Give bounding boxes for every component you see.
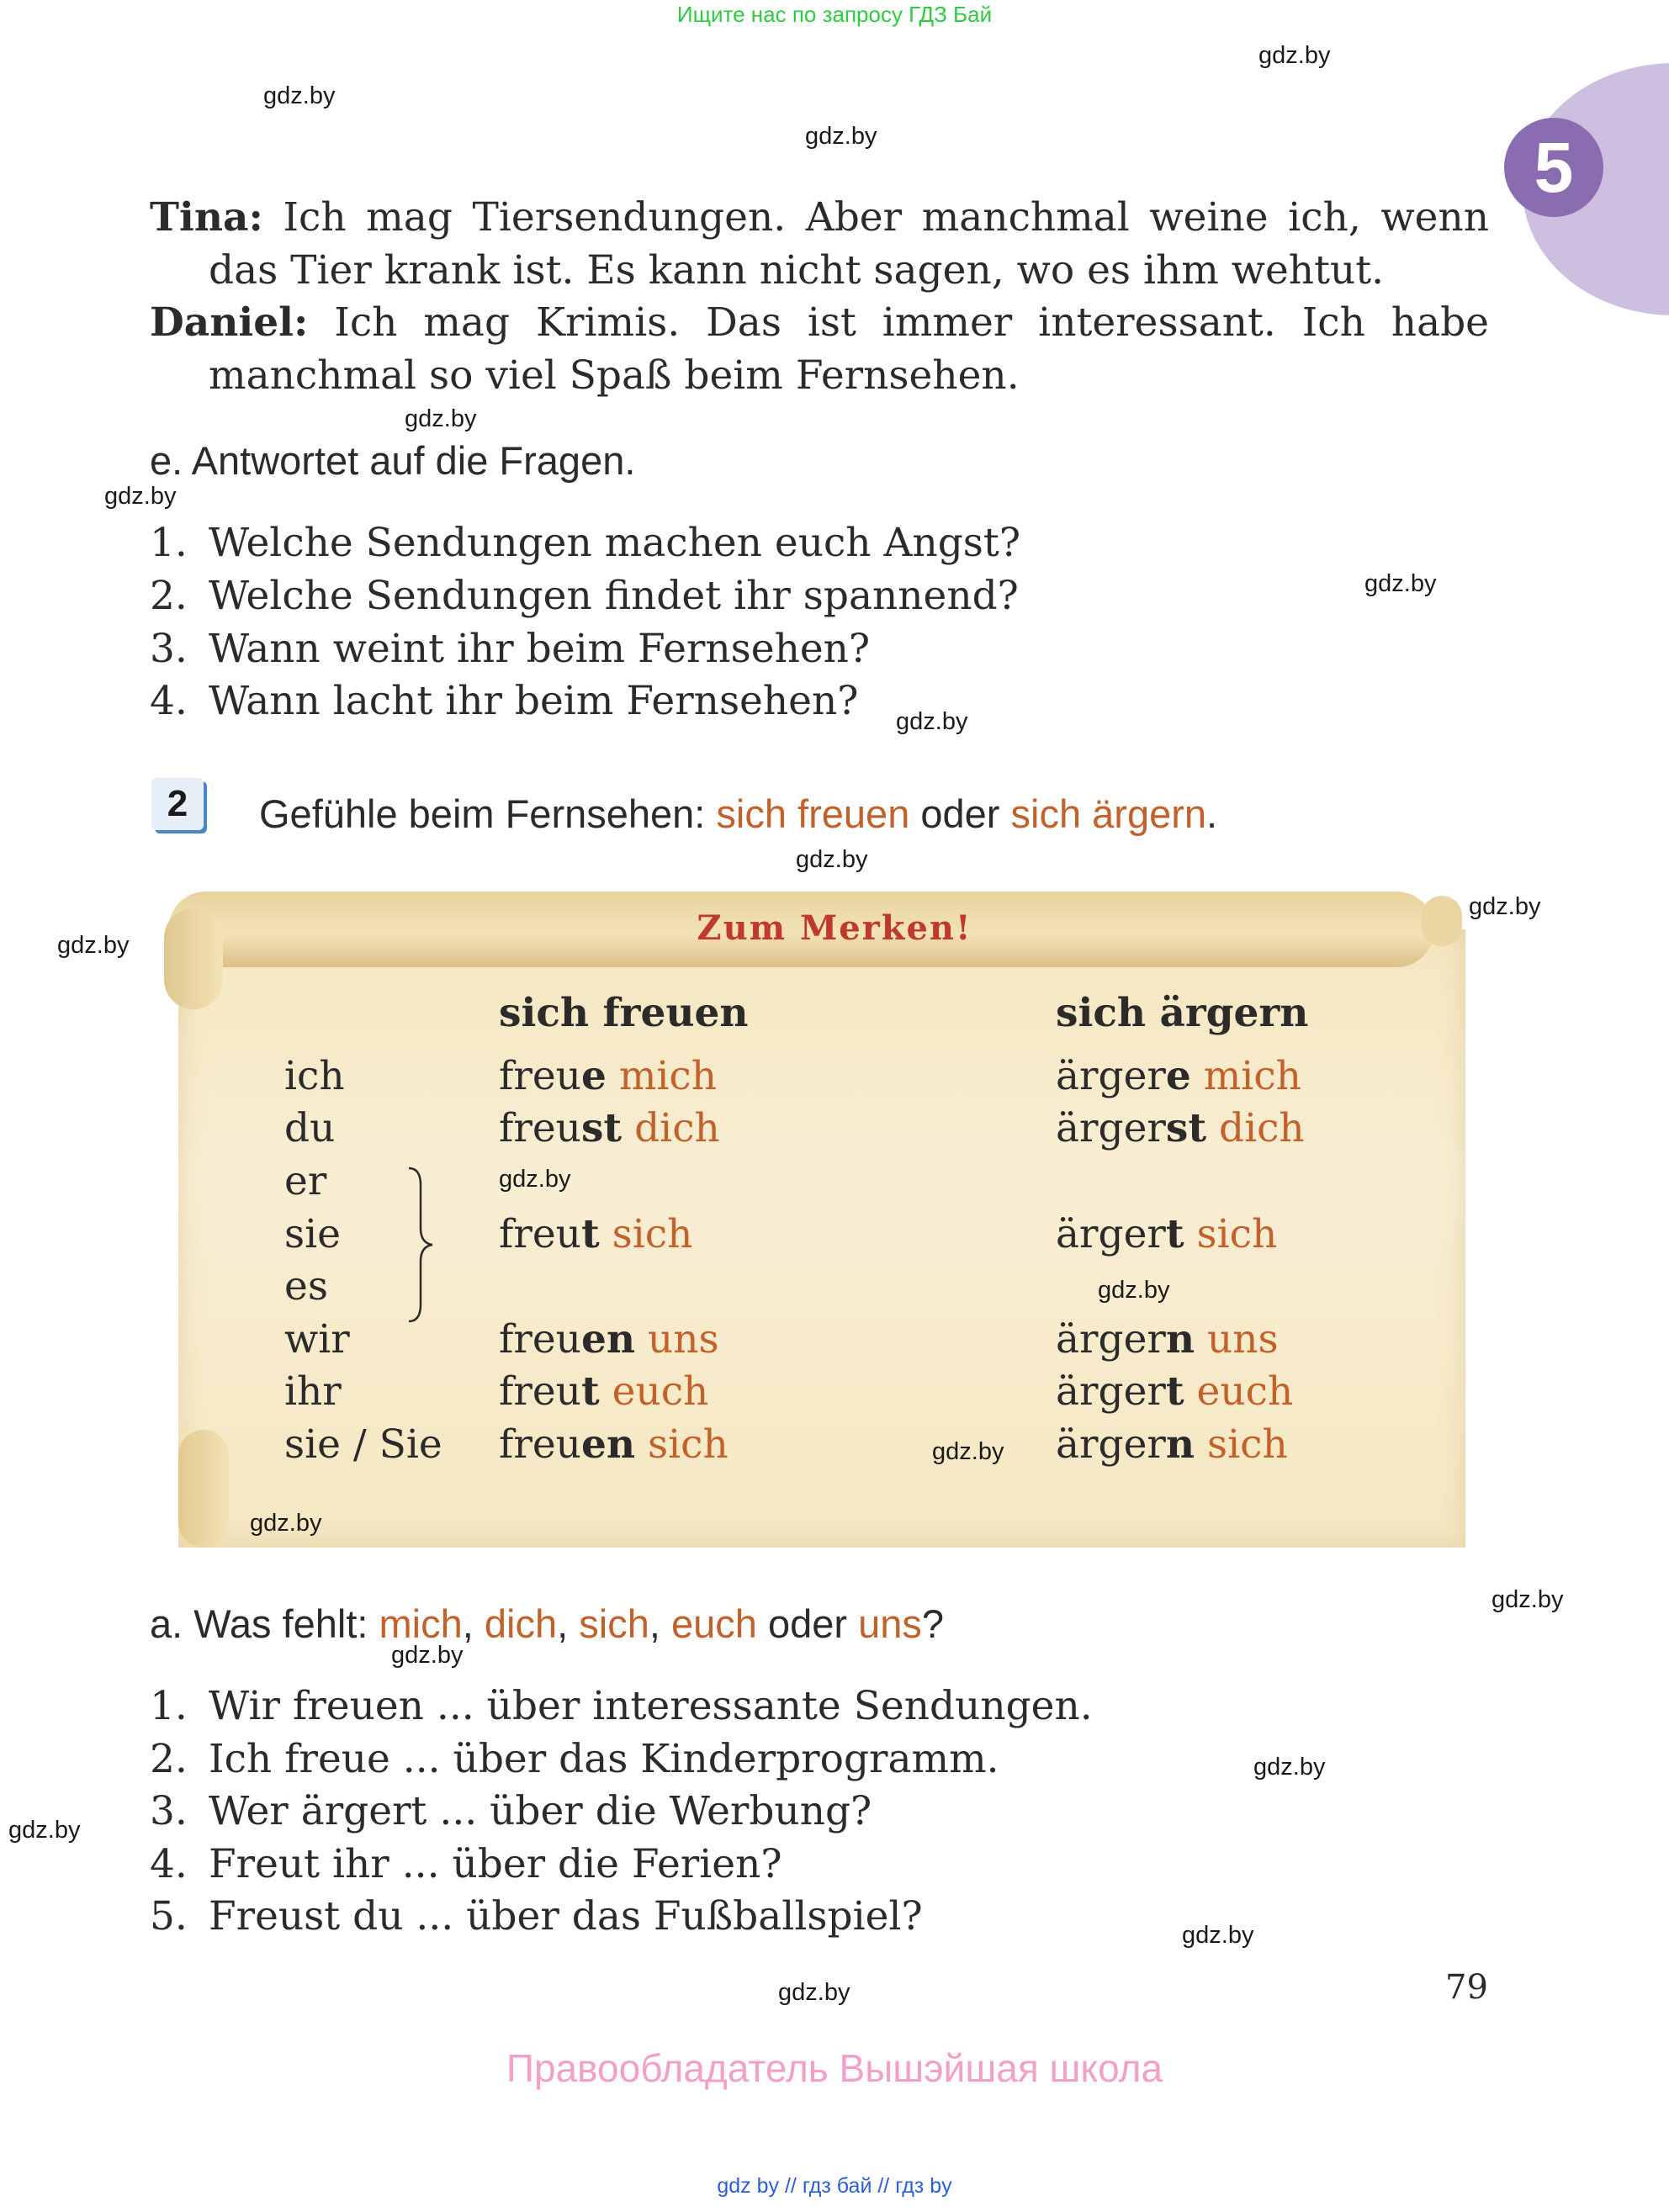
list-item bbox=[150, 1786, 872, 1838]
scroll-bottom-curl bbox=[178, 1430, 229, 1548]
stem: ärger bbox=[1056, 1053, 1166, 1099]
reflexive-pronoun: euch bbox=[1196, 1368, 1294, 1415]
ending: n bbox=[1165, 1421, 1195, 1468]
reflexive-pronoun: sich bbox=[1206, 1421, 1288, 1468]
reflexive-pronoun: sich bbox=[612, 1211, 693, 1257]
option-word: euch bbox=[670, 1601, 757, 1646]
watermark: gdz.by bbox=[1469, 893, 1541, 920]
option-word: dich bbox=[484, 1601, 558, 1646]
task-e-heading: e. Antwortet auf die Fragen. bbox=[150, 438, 636, 483]
pronoun: ich bbox=[284, 1053, 345, 1099]
stem: ärger bbox=[1056, 1316, 1166, 1363]
watermark: gdz.by bbox=[391, 1642, 464, 1669]
pronoun: ihr bbox=[284, 1368, 342, 1415]
stem: freu bbox=[499, 1368, 581, 1415]
pronoun: du bbox=[284, 1105, 336, 1151]
merken-title: Zum Merken! bbox=[697, 908, 972, 948]
punctuation: ? bbox=[921, 1601, 944, 1646]
watermark: gdz.by bbox=[1182, 1922, 1254, 1949]
item-number: 2. bbox=[150, 573, 188, 619]
item-number: 1. bbox=[150, 520, 188, 566]
footer-links[interactable]: gdz by // гдз бай // гдз by bbox=[717, 2174, 952, 2198]
pronoun: wir bbox=[284, 1316, 350, 1363]
watermark: gdz.by bbox=[896, 708, 968, 735]
freuen-form bbox=[499, 1316, 719, 1363]
watermark: gdz.by bbox=[1258, 42, 1331, 69]
item-text: Wir freuen ... über interessante Sendungen. bbox=[209, 1683, 1093, 1729]
ending: t bbox=[1165, 1368, 1184, 1415]
item-text: Wann weint ihr beim Fernsehen? bbox=[209, 626, 871, 672]
speaker-name: Tina: bbox=[150, 194, 263, 241]
aergern-form bbox=[1056, 1105, 1305, 1151]
reflexive-pronoun: uns bbox=[1206, 1316, 1279, 1363]
watermark: gdz.by bbox=[778, 1979, 850, 2006]
stem: ärger bbox=[1056, 1211, 1166, 1257]
ending: st bbox=[580, 1105, 623, 1151]
item-number: 4. bbox=[150, 678, 188, 724]
reflexive-pronoun: dich bbox=[1218, 1105, 1305, 1151]
ending: t bbox=[1165, 1211, 1184, 1257]
verb-highlight: sich ärgern bbox=[1010, 791, 1207, 836]
item-text: Welche Sendungen machen euch Angst? bbox=[209, 520, 1021, 566]
watermark: gdz.by bbox=[104, 483, 177, 510]
separator: , bbox=[557, 1601, 580, 1646]
freuen-form bbox=[499, 1053, 717, 1099]
brace-icon bbox=[404, 1165, 437, 1325]
search-hint: Ищите нас по запросу ГДЗ Бай bbox=[676, 2, 993, 27]
pronoun: er bbox=[284, 1158, 327, 1204]
column-header: sich ärgern bbox=[1056, 990, 1309, 1036]
reflexive-pronoun: sich bbox=[1196, 1211, 1278, 1257]
reflexive-pronoun: sich bbox=[647, 1421, 729, 1468]
item-text: Wann lacht ihr beim Fernsehen? bbox=[209, 678, 859, 724]
dialog-text: Ich mag Tiersendungen. Aber manchmal weine ich, wenn bbox=[283, 194, 1489, 241]
watermark: gdz.by bbox=[499, 1166, 571, 1193]
punctuation: . bbox=[1206, 791, 1218, 836]
verb-highlight: sich freuen bbox=[716, 791, 910, 836]
connector-text: oder bbox=[909, 791, 1011, 836]
watermark: gdz.by bbox=[405, 405, 477, 432]
item-number: 3. bbox=[150, 626, 188, 672]
option-word: sich bbox=[579, 1601, 649, 1646]
column-header: sich freuen bbox=[499, 990, 749, 1036]
pronoun: sie / Sie bbox=[284, 1421, 442, 1468]
stem: freu bbox=[499, 1211, 581, 1257]
page-number: 79 bbox=[1445, 1968, 1488, 2007]
item-text: Wer ärgert ... über die Werbung? bbox=[209, 1788, 872, 1834]
dialog-daniel-line2: manchmal so viel Spaß beim Fernsehen. bbox=[209, 352, 1020, 399]
list-item bbox=[150, 675, 858, 728]
pronoun: sie bbox=[284, 1211, 341, 1257]
item-number: 2. bbox=[150, 1736, 188, 1782]
ending: st bbox=[1165, 1105, 1207, 1151]
watermark: gdz.by bbox=[1253, 1754, 1326, 1781]
pronoun: es bbox=[284, 1263, 328, 1310]
ending: t bbox=[580, 1211, 600, 1257]
stem: freu bbox=[499, 1105, 581, 1151]
watermark: gdz.by bbox=[1364, 570, 1437, 597]
list-item bbox=[150, 570, 1019, 622]
title-text: Gefühle beim Fernsehen: bbox=[259, 791, 717, 836]
item-number: 1. bbox=[150, 1683, 188, 1729]
aergern-form bbox=[1056, 1316, 1279, 1363]
stem: ärger bbox=[1056, 1368, 1166, 1415]
list-item bbox=[150, 623, 870, 675]
ending: e bbox=[580, 1053, 607, 1099]
stem: freu bbox=[499, 1421, 581, 1468]
list-item bbox=[150, 1680, 1093, 1733]
watermark: gdz.by bbox=[796, 846, 868, 873]
list-item bbox=[150, 1839, 782, 1891]
watermark: gdz.by bbox=[8, 1817, 81, 1844]
dialog-tina-line1 bbox=[150, 192, 1489, 244]
exercise-2-title bbox=[259, 791, 1217, 837]
speaker-name: Daniel: bbox=[150, 299, 309, 346]
item-number: 3. bbox=[150, 1788, 188, 1834]
ending: e bbox=[1165, 1053, 1191, 1099]
aergern-form bbox=[1056, 1211, 1277, 1257]
item-number: 5. bbox=[150, 1893, 188, 1939]
ending: en bbox=[580, 1316, 636, 1363]
ending: t bbox=[580, 1368, 600, 1415]
watermark: gdz.by bbox=[932, 1438, 1004, 1465]
connector-text: oder bbox=[756, 1601, 859, 1646]
item-text: Freut ihr ... über die Ferien? bbox=[209, 1841, 782, 1887]
separator: , bbox=[462, 1601, 485, 1646]
item-number: 4. bbox=[150, 1841, 188, 1887]
freuen-form bbox=[499, 1211, 692, 1257]
stem: ärger bbox=[1056, 1421, 1166, 1468]
freuen-form bbox=[499, 1368, 708, 1415]
task-a-heading bbox=[150, 1601, 944, 1647]
dialog-daniel-line1 bbox=[150, 297, 1489, 349]
separator: , bbox=[649, 1601, 671, 1646]
exercise-number-badge: 2 bbox=[151, 778, 204, 830]
dialog-tina-line2: das Tier krank ist. Es kann nicht sagen, wo es ihm wehtut. bbox=[209, 247, 1385, 294]
aergern-form bbox=[1056, 1368, 1293, 1415]
option-word: uns bbox=[858, 1601, 922, 1646]
item-text: Ich freue ... über das Kinderprogramm. bbox=[209, 1736, 999, 1782]
reflexive-pronoun: dich bbox=[634, 1105, 720, 1151]
list-item bbox=[150, 1733, 999, 1786]
watermark: gdz.by bbox=[1492, 1586, 1564, 1613]
unit-number-badge: 5 bbox=[1504, 118, 1603, 217]
item-text: Welche Sendungen findet ihr spannend? bbox=[209, 573, 1019, 619]
freuen-form bbox=[499, 1421, 729, 1468]
reflexive-pronoun: mich bbox=[618, 1053, 718, 1099]
reflexive-pronoun: uns bbox=[647, 1316, 719, 1363]
list-item bbox=[150, 517, 1020, 569]
watermark: gdz.by bbox=[263, 82, 336, 109]
ending: n bbox=[1165, 1316, 1195, 1363]
stem: freu bbox=[499, 1053, 581, 1099]
watermark: gdz.by bbox=[250, 1510, 322, 1537]
watermark: gdz.by bbox=[805, 123, 877, 150]
watermark: gdz.by bbox=[1098, 1277, 1170, 1304]
stem: ärger bbox=[1056, 1105, 1166, 1151]
ending: en bbox=[580, 1421, 636, 1468]
heading-text: a. Was fehlt: bbox=[150, 1601, 379, 1646]
reflexive-pronoun: mich bbox=[1203, 1053, 1301, 1099]
rights-holder: Правообладатель Вышэйшая школа bbox=[506, 2046, 1163, 2090]
item-text: Freust du ... über das Fußballspiel? bbox=[209, 1893, 923, 1939]
stem: freu bbox=[499, 1316, 581, 1363]
aergern-form bbox=[1056, 1421, 1288, 1468]
reflexive-pronoun: euch bbox=[612, 1368, 709, 1415]
list-item bbox=[150, 1891, 923, 1943]
option-word: mich bbox=[379, 1601, 463, 1646]
aergern-form bbox=[1056, 1053, 1301, 1099]
freuen-form bbox=[499, 1105, 720, 1151]
watermark: gdz.by bbox=[57, 932, 130, 959]
dialog-text: Ich mag Krimis. Das ist immer interessant. Ich habe bbox=[334, 299, 1489, 346]
